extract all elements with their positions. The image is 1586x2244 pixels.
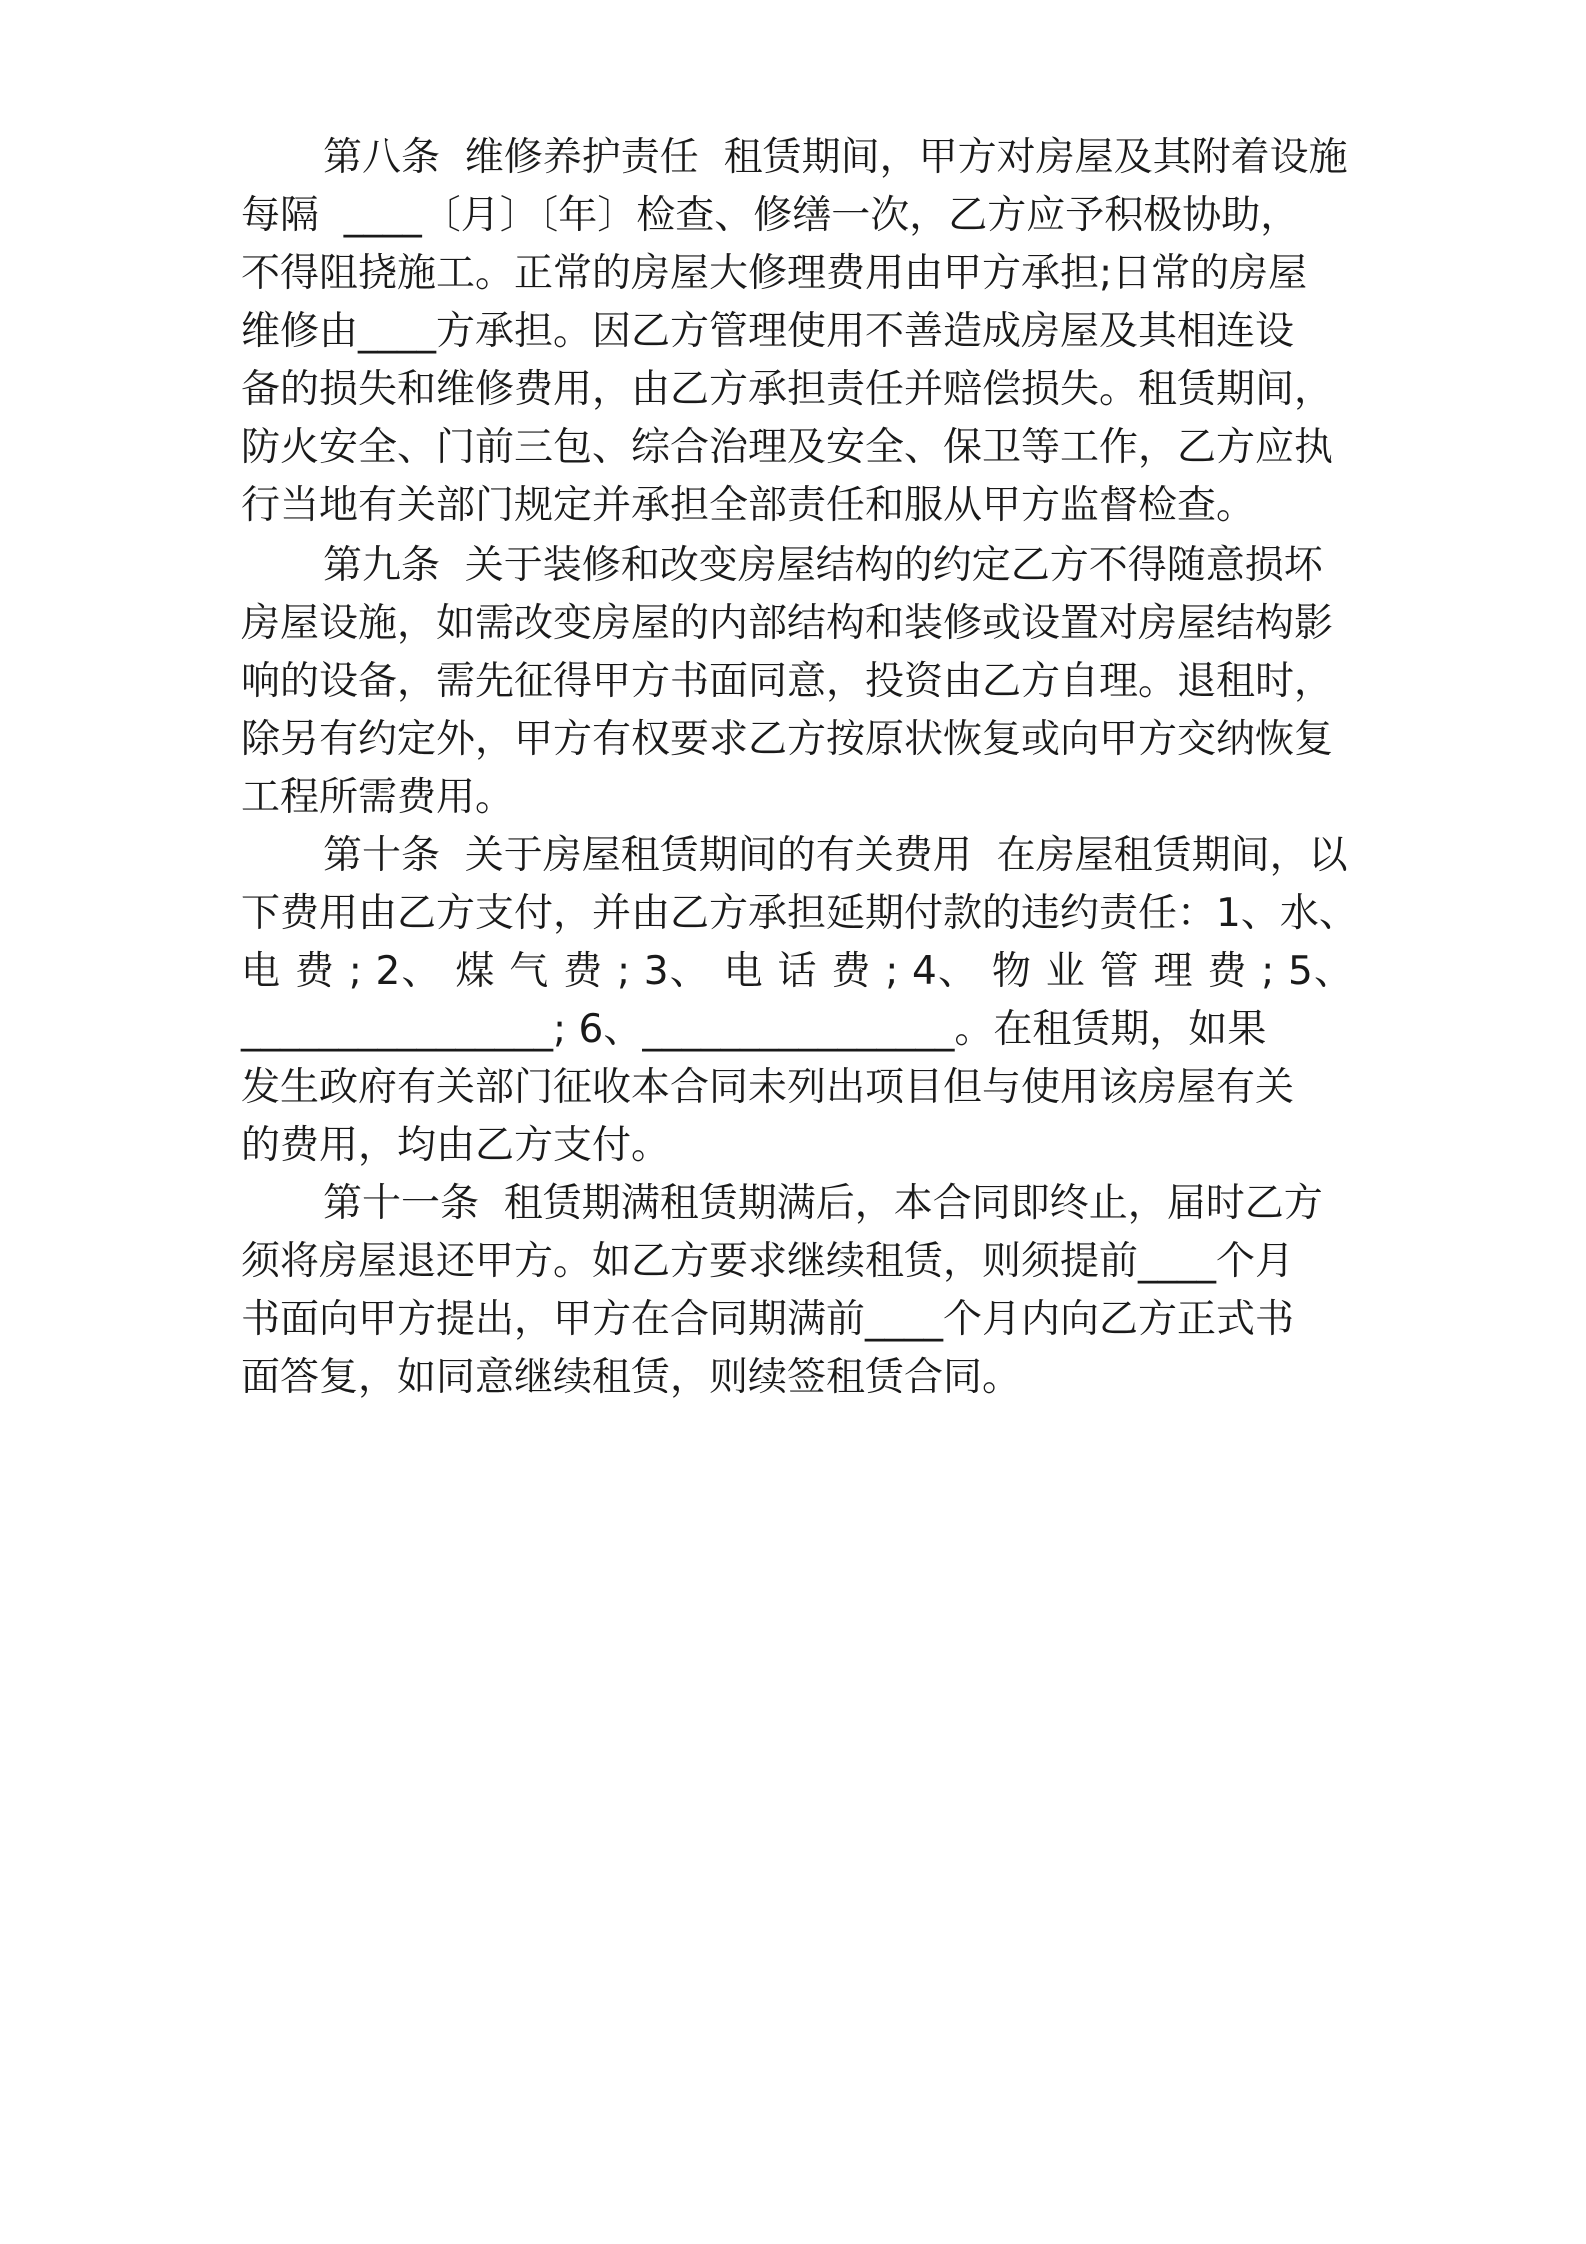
article-9-line-4: 除另有约定外，甲方有权要求乙方按原状恢复或向甲方交纳恢复 <box>241 717 1334 762</box>
article-11-line-3: 书面向甲方提出，甲方在合同期满前____个月内向乙方正式书 <box>241 1297 1295 1342</box>
article-10-line-6: 的费用，均由乙方支付。 <box>241 1123 671 1168</box>
article-11-line-1: 第十一条 租赁期满租赁期满后，本合同即终止，届时乙方 <box>323 1181 1323 1226</box>
article-11-line-4: 面答复，如同意继续租赁，则续签租赁合同。 <box>241 1355 1022 1400</box>
article-9-line-5: 工程所需费用。 <box>241 775 515 820</box>
article-8-line-1: 第八条 维修养护责任 租赁期间，甲方对房屋及其附着设施 <box>323 135 1348 180</box>
article-9-line-1: 第九条 关于装修和改变房屋结构的约定乙方不得随意损坏 <box>323 543 1323 588</box>
article-8-line-4: 维修由____方承担。因乙方管理使用不善造成房屋及其相连设 <box>241 309 1295 354</box>
article-10-line-1: 第十条 关于房屋租赁期间的有关费用 在房屋租赁期间，以 <box>323 833 1348 878</box>
article-9-line-2: 房屋设施，如需改变房屋的内部结构和装修或设置对房屋结构影 <box>241 601 1334 646</box>
article-8-line-7: 行当地有关部门规定并承担全部责任和服从甲方监督检查。 <box>241 483 1256 528</box>
article-9-line-3: 响的设备，需先征得甲方书面同意，投资由乙方自理。退租时， <box>241 659 1334 704</box>
article-8-line-3: 不得阻挠施工。正常的房屋大修理费用由甲方承担;日常的房屋 <box>241 251 1308 296</box>
article-8-line-2: 每隔 ____〔月〕〔年〕检查、修缮一次，乙方应予积极协助， <box>241 193 1300 238</box>
article-8-line-6: 防火安全、门前三包、综合治理及安全、保卫等工作，乙方应执 <box>241 425 1334 470</box>
article-10-line-5: 发生政府有关部门征收本合同未列出项目但与使用该房屋有关 <box>241 1065 1295 1110</box>
article-11-line-2: 须将房屋退还甲方。如乙方要求继续租赁，则须提前____个月 <box>241 1239 1295 1284</box>
article-10-line-2: 下费用由乙方支付，并由乙方承担延期付款的违约责任：1、水、 <box>241 891 1358 936</box>
article-10-line-3: 电 费 ; 2、 煤 气 费 ; 3、 电 话 费 ; 4、 物 业 管 理 费 ; 5、 <box>241 949 1353 994</box>
article-8-line-5: 备的损失和维修费用，由乙方承担责任并赔偿损失。租赁期间， <box>241 367 1334 412</box>
article-10-line-4: ________________; 6、________________。在租赁期，如果 <box>241 1007 1267 1052</box>
